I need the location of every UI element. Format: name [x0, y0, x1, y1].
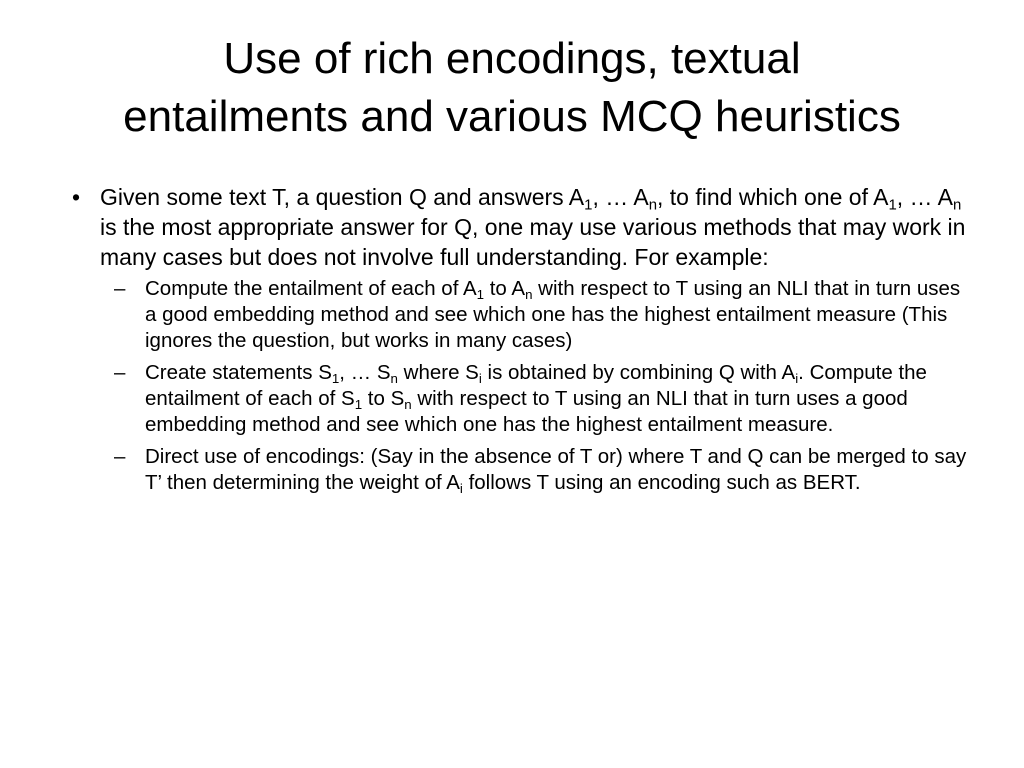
bullet-text: , … A [896, 184, 953, 210]
dash-marker: – [114, 445, 126, 468]
subscript: 1 [584, 196, 593, 214]
bullet-text: , … A [592, 184, 649, 210]
subscript: i [459, 480, 463, 496]
sub-bullet-text: , … S [339, 361, 391, 384]
sub-bullet-entailment [100, 276, 972, 354]
sub-bullet-text: Direct use of encodings: (Say in the absence of T or) where T and Q can be merged to say T’ then determining the weight of A [145, 445, 967, 494]
sub-bullet-encodings [100, 444, 972, 496]
subscript: n [648, 196, 657, 214]
subscript: 1 [354, 396, 363, 412]
subscript: n [390, 370, 398, 386]
sub-bullet-text: with respect to T using an NLI that in turn uses a good embedding method and see which one has the highest entailment measure (This ignores the question, but works in many cases) [145, 277, 961, 352]
dash-marker: – [114, 277, 126, 300]
subscript: n [525, 286, 533, 302]
bullet-text: is the most appropriate answer for Q, one may use various methods that may work in many cases but does not involve full understanding. For example: [100, 214, 966, 270]
sub-bullet-text: . Compute the entailment of each of S [145, 361, 927, 410]
sub-bullet-text: to A [484, 277, 526, 300]
sub-bullet-text: is obtained by combining Q with A [481, 361, 796, 384]
sub-bullet-text: Compute the entailment of each of A [145, 277, 477, 300]
sub-bullet-statements [100, 360, 972, 438]
subscript: n [953, 196, 962, 214]
sub-bullet-text: Create statements S [145, 361, 332, 384]
title-line-1: Use of rich encodings, textual [223, 34, 801, 83]
subscript: i [478, 370, 482, 386]
sub-bullet-text: where S [397, 361, 479, 384]
dash-marker: – [114, 361, 126, 384]
subscript: n [404, 396, 412, 412]
slide-title [40, 30, 984, 146]
bullet-main [72, 182, 972, 272]
slide-body [72, 182, 972, 502]
subscript: 1 [476, 286, 485, 302]
subscript: 1 [888, 196, 897, 214]
sub-bullet-list [72, 276, 972, 496]
subscript: i [795, 370, 799, 386]
bullet-marker: • [72, 184, 81, 210]
sub-bullet-text: with respect to T using an NLI that in turn uses a good embedding method and see which one has the highest entailment measure. [145, 387, 908, 436]
title-line-2: entailments and various MCQ heuristics [123, 92, 901, 141]
sub-bullet-text: to S [362, 387, 405, 410]
sub-bullet-text: follows T using an encoding such as BERT. [462, 471, 861, 494]
subscript: 1 [331, 370, 340, 386]
bullet-text: , to find which one of A [657, 184, 889, 210]
bullet-text: Given some text T, a question Q and answers A [100, 184, 585, 210]
